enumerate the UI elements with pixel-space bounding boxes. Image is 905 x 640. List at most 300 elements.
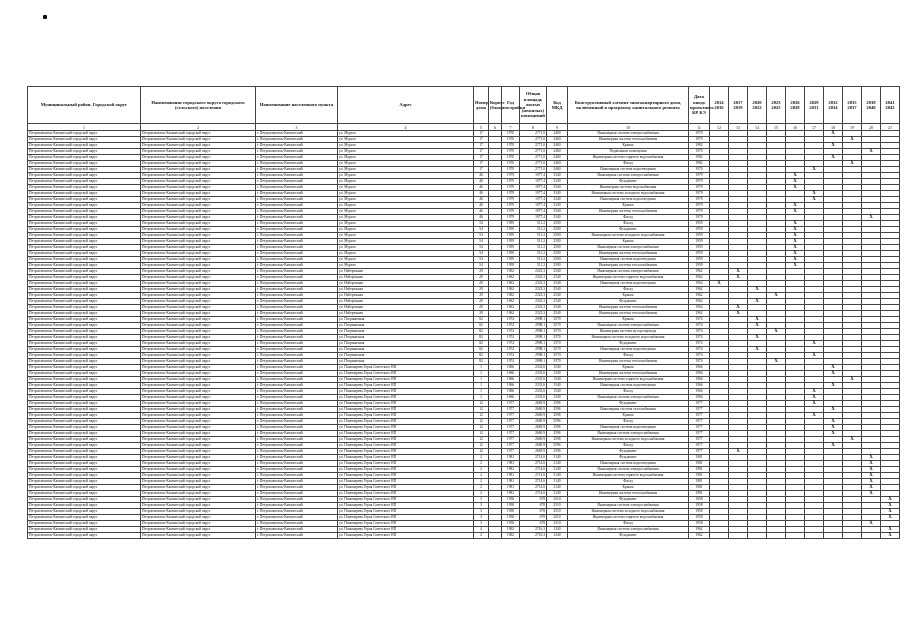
area-cell: 2323,3 [520, 299, 547, 305]
locality-cell: г. Петропавловск-Камчатский [256, 431, 338, 437]
period-cell: X [824, 365, 843, 371]
district-cell: Петропавловск-Камчатский городской округ [28, 137, 141, 143]
district-cell: Петропавловск-Камчатский городской округ [28, 311, 141, 317]
build-year-cell: 1979 [502, 191, 520, 197]
build-year-cell: 1974 [502, 347, 520, 353]
district-cell: Петропавловск-Камчатский городской округ [28, 359, 141, 365]
period-cell: X [748, 335, 767, 341]
house-number-cell: 4 [474, 527, 489, 533]
mkd-code-cell: 1540 [547, 389, 568, 395]
build-year-cell: 1977 [502, 443, 520, 449]
build-year-cell: 1970 [502, 155, 520, 161]
column-header: 2017 2019 [729, 87, 748, 124]
area-cell: 511,2 [520, 251, 547, 257]
area-cell: 2323,3 [520, 275, 547, 281]
locality-cell: г. Петропавловск-Камчатский [256, 365, 338, 371]
commission-date-cell: 1977 [689, 425, 710, 431]
settlement-cell: Петропавловск-Камчатский городской округ [141, 533, 256, 539]
address-cell: ул. Набережная [338, 269, 474, 275]
district-cell: Петропавловск-Камчатский городской округ [28, 221, 141, 227]
house-number-cell: 29 [474, 293, 489, 299]
area-cell: 511,2 [520, 227, 547, 233]
house-number-cell: 1 [474, 389, 489, 395]
house-number-cell: 12 [474, 437, 489, 443]
build-year-cell: 1977 [502, 401, 520, 407]
district-cell: Петропавловск-Камчатский городской округ [28, 203, 141, 209]
column-number-row [28, 124, 900, 131]
period-cell: X [843, 437, 862, 443]
mkd-code-cell: 2540 [547, 305, 568, 311]
locality-cell: г. Петропавловск-Камчатский [256, 137, 338, 143]
area-cell: 2998,1 [520, 359, 547, 365]
period-cell: X [710, 281, 729, 287]
settlement-cell: Петропавловск-Камчатский городской округ [141, 299, 256, 305]
address-cell: ул. Пономарева Героя Советского ВП [338, 419, 474, 425]
mkd-code-cell: 2510 [547, 497, 568, 503]
period-cell: X [862, 521, 881, 527]
commission-date-cell: 1977 [689, 407, 710, 413]
settlement-cell: Петропавловск-Камчатский городской округ [141, 329, 256, 335]
address-cell: ул. Пономарева Героя Советского ВП [338, 371, 474, 377]
element-cell: Инженерная система электроснабжения [568, 431, 689, 437]
element-cell: Подвальные помещения [568, 149, 689, 155]
locality-cell: г. Петропавловск-Камчатский [256, 251, 338, 257]
area-cell: 2323,3 [520, 287, 547, 293]
commission-date-cell: 1977 [689, 449, 710, 455]
house-number-cell: 54 [474, 239, 489, 245]
address-cell: ул. Мурата [338, 203, 474, 209]
commission-date-cell: 1974 [689, 359, 710, 365]
area-cell: 2669,9 [520, 407, 547, 413]
mkd-code-cell: 3140 [547, 467, 568, 473]
mkd-code-cell: 3340 [547, 179, 568, 185]
area-cell: 678 [520, 509, 547, 515]
locality-cell: г. Петропавловск-Камчатский [256, 143, 338, 149]
period-cell: X [805, 413, 824, 419]
build-year-cell: 1959 [502, 257, 520, 263]
element-cell: Крыша [568, 203, 689, 209]
period-cell: X [786, 233, 805, 239]
element-cell: Инженерная система водоотведения [568, 281, 689, 287]
address-cell: ул. Пономарева Героя Советского ВП [338, 401, 474, 407]
mkd-code-cell: 2540 [547, 275, 568, 281]
house-number-cell: 4 [474, 533, 489, 539]
district-cell: Петропавловск-Камчатский городской округ [28, 407, 141, 413]
address-cell: ул. Мурата [338, 227, 474, 233]
commission-date-cell: 1981 [689, 467, 710, 473]
house-number-cell: 46 [474, 191, 489, 197]
column-number: 2 [141, 124, 256, 131]
column-header: 2038 2040 [862, 87, 881, 124]
mkd-code-cell: 2500 [547, 245, 568, 251]
period-cell: X [862, 149, 881, 155]
house-number-cell: 82 [474, 323, 489, 329]
address-cell: ул. Мурата [338, 257, 474, 263]
house-number-cell: 2 [474, 461, 489, 467]
period-cell: X [881, 497, 900, 503]
house-number-cell: 2 [474, 485, 489, 491]
area-cell: 2771,0 [520, 155, 547, 161]
locality-cell: г. Петропавловск-Камчатский [256, 377, 338, 383]
settlement-cell: Петропавловск-Камчатский городской округ [141, 155, 256, 161]
period-cell: X [805, 353, 824, 359]
address-cell: ул. Мурата [338, 137, 474, 143]
address-cell: ул. Пономарева Героя Советского ВП [338, 533, 474, 539]
commission-date-cell: 1974 [689, 335, 710, 341]
period-cell [748, 533, 767, 539]
mkd-code-cell: 2500 [547, 233, 568, 239]
mkd-code-cell: 3340 [547, 185, 568, 191]
district-cell: Петропавловск-Камчатский городской округ [28, 245, 141, 251]
element-cell: Инженерная система теплоснабжения [568, 359, 689, 365]
column-number: 19 [843, 124, 862, 131]
build-year-cell: 1981 [502, 473, 520, 479]
element-cell: Фасад [568, 161, 689, 167]
area-cell: 2716,3 [520, 527, 547, 533]
build-year-cell: 1959 [502, 227, 520, 233]
settlement-cell: Петропавловск-Камчатский городской округ [141, 149, 256, 155]
locality-cell: г. Петропавловск-Камчатский [256, 395, 338, 401]
district-cell: Петропавловск-Камчатский городской округ [28, 185, 141, 191]
period-cell: X [862, 215, 881, 221]
locality-cell: г. Петропавловск-Камчатский [256, 371, 338, 377]
address-cell: ул. Мурата [338, 143, 474, 149]
period-cell: X [881, 527, 900, 533]
area-cell: 2998,1 [520, 317, 547, 323]
locality-cell: г. Петропавловск-Камчатский [256, 203, 338, 209]
locality-cell: г. Петропавловск-Камчатский [256, 413, 338, 419]
district-cell: Петропавловск-Камчатский городской округ [28, 275, 141, 281]
district-cell: Петропавловск-Камчатский городской округ [28, 191, 141, 197]
settlement-cell: Петропавловск-Камчатский городской округ [141, 521, 256, 527]
area-cell: 2998,1 [520, 353, 547, 359]
settlement-cell: Петропавловск-Камчатский городской округ [141, 365, 256, 371]
settlement-cell: Петропавловск-Камчатский городской округ [141, 341, 256, 347]
build-year-cell: 1962 [502, 281, 520, 287]
commission-date-cell: 1981 [689, 455, 710, 461]
period-cell: X [824, 425, 843, 431]
column-header: 2026 2028 [786, 87, 805, 124]
mkd-code-cell: 2540 [547, 311, 568, 317]
address-cell: ул. Пономарева Героя Советского ВП [338, 527, 474, 533]
column-number: 21 [881, 124, 900, 131]
address-cell: ул. Мурата [338, 191, 474, 197]
district-cell: Петропавловск-Камчатский городской округ [28, 533, 141, 539]
address-cell: ул. Пономарева Героя Советского ВП [338, 455, 474, 461]
element-cell: Инженерная система водоотведения [568, 347, 689, 353]
district-cell: Петропавловск-Камчатский городской округ [28, 251, 141, 257]
house-number-cell: 54 [474, 245, 489, 251]
build-year-cell: 1977 [502, 437, 520, 443]
commission-date-cell: 1977 [689, 413, 710, 419]
build-year-cell: 1962 [502, 287, 520, 293]
district-cell: Петропавловск-Камчатский городской округ [28, 269, 141, 275]
area-cell: 511,2 [520, 221, 547, 227]
locality-cell: г. Петропавловск-Камчатский [256, 215, 338, 221]
commission-date-cell: 1970 [689, 131, 710, 137]
build-year-cell: 1979 [502, 215, 520, 221]
area-cell: 2714,6 [520, 479, 547, 485]
element-cell: Крыша [568, 317, 689, 323]
locality-cell: г. Петропавловск-Камчатский [256, 479, 338, 485]
address-cell: ул. Пономарева Героя Советского ВП [338, 521, 474, 527]
commission-date-cell: 1966 [689, 377, 710, 383]
settlement-cell: Петропавловск-Камчатский городской округ [141, 161, 256, 167]
period-cell: X [824, 131, 843, 137]
commission-date-cell: 1959 [689, 227, 710, 233]
column-number: 8 [520, 124, 547, 131]
column-header: Общая площадь жилых (нежилых) помещений [520, 87, 547, 124]
build-year-cell: 1958 [502, 521, 520, 527]
mkd-code-cell: 3140 [547, 455, 568, 461]
element-cell: Фундамент [568, 179, 689, 185]
build-year-cell: 1966 [502, 389, 520, 395]
column-header: Номер дома [474, 87, 489, 124]
settlement-cell: Петропавловск-Камчатский городской округ [141, 473, 256, 479]
mkd-code-cell: 2596 [547, 419, 568, 425]
area-cell: 2669,9 [520, 431, 547, 437]
commission-date-cell: 1977 [689, 419, 710, 425]
commission-date-cell: 1959 [689, 245, 710, 251]
house-number-cell: 29 [474, 275, 489, 281]
commission-date-cell: 1962 [689, 311, 710, 317]
period-cell [786, 533, 805, 539]
build-year-cell: 1981 [502, 461, 520, 467]
commission-date-cell: 1982 [689, 143, 710, 149]
address-cell: ул. Мурата [338, 239, 474, 245]
address-cell: ул. Пономарева Героя Советского ВП [338, 395, 474, 401]
element-cell: Инженерная система водоснабжения [568, 185, 689, 191]
district-cell: Петропавловск-Камчатский городской округ [28, 353, 141, 359]
period-cell [710, 533, 729, 539]
locality-cell: г. Петропавловск-Камчатский [256, 485, 338, 491]
district-cell: Петропавловск-Камчатский городской округ [28, 467, 141, 473]
locality-cell: г. Петропавловск-Камчатский [256, 473, 338, 479]
element-cell: Инженерная система теплоснабжения [568, 311, 689, 317]
district-cell: Петропавловск-Камчатский городской округ [28, 173, 141, 179]
address-cell: ул. Мурата [338, 251, 474, 257]
element-cell: Инженерная система теплоснабжения [568, 209, 689, 215]
period-cell [805, 533, 824, 539]
address-cell: ул. Пономарева Героя Советского ВП [338, 515, 474, 521]
address-cell: ул. Набережная [338, 275, 474, 281]
house-number-cell: 54 [474, 257, 489, 263]
period-cell: X [805, 389, 824, 395]
area-cell: 511,2 [520, 245, 547, 251]
address-cell: ул. Пограничная [338, 317, 474, 323]
mkd-code-cell: 2540 [547, 299, 568, 305]
element-cell: Фундамент [568, 497, 689, 503]
settlement-cell: Петропавловск-Камчатский городской округ [141, 479, 256, 485]
house-number-cell: 46 [474, 209, 489, 215]
build-year-cell: 1962 [502, 293, 520, 299]
element-cell: Инженерная система водоотведения [568, 257, 689, 263]
commission-date-cell: 1959 [689, 239, 710, 245]
settlement-cell: Петропавловск-Камчатский городской округ [141, 275, 256, 281]
period-cell: X [824, 419, 843, 425]
commission-date-cell: 1977 [689, 401, 710, 407]
area-cell: 2998,1 [520, 335, 547, 341]
period-cell: X [729, 269, 748, 275]
area-cell: 2714,6 [520, 467, 547, 473]
house-number-cell: 17 [474, 143, 489, 149]
commission-date-cell: 1970 [689, 137, 710, 143]
locality-cell: г. Петропавловск-Камчатский [256, 173, 338, 179]
build-year-cell: 1959 [502, 233, 520, 239]
address-cell: ул. Пономарева Героя Советского ВП [338, 509, 474, 515]
commission-date-cell: 1979 [689, 215, 710, 221]
mkd-code-cell: 3570 [547, 329, 568, 335]
locality-cell: г. Петропавловск-Камчатский [256, 131, 338, 137]
area-cell: 2669,9 [520, 437, 547, 443]
element-cell: Инженерная система водоотведения [568, 461, 689, 467]
settlement-cell: Петропавловск-Камчатский городской округ [141, 317, 256, 323]
table-header [28, 87, 900, 131]
settlement-cell: Петропавловск-Камчатский городской округ [141, 407, 256, 413]
address-cell: ул. Мурата [338, 197, 474, 203]
house-number-cell: 46 [474, 173, 489, 179]
locality-cell: г. Петропавловск-Камчатский [256, 191, 338, 197]
mkd-code-cell: 2500 [547, 227, 568, 233]
period-cell: X [824, 407, 843, 413]
district-cell: Петропавловск-Камчатский городской округ [28, 497, 141, 503]
period-cell: X [767, 359, 786, 365]
mkd-code-cell: 2460 [547, 137, 568, 143]
settlement-cell: Петропавловск-Камчатский городской округ [141, 467, 256, 473]
house-number-cell: 1 [474, 383, 489, 389]
period-cell: X [786, 179, 805, 185]
commission-date-cell: 1974 [689, 347, 710, 353]
settlement-cell: Петропавловск-Камчатский городской округ [141, 527, 256, 533]
address-cell: ул. Пономарева Героя Советского ВП [338, 485, 474, 491]
column-number: 4 [338, 124, 474, 131]
settlement-cell: Петропавловск-Камчатский городской округ [141, 239, 256, 245]
settlement-cell: Петропавловск-Камчатский городской округ [141, 191, 256, 197]
column-number: 15 [767, 124, 786, 131]
period-cell [824, 533, 843, 539]
period-cell: X [862, 491, 881, 497]
locality-cell: г. Петропавловск-Камчатский [256, 221, 338, 227]
commission-date-cell: 1974 [689, 323, 710, 329]
house-number-cell: 82 [474, 353, 489, 359]
mkd-code-cell: 2500 [547, 257, 568, 263]
address-cell: ул. Мурата [338, 245, 474, 251]
element-cell: Фундамент [568, 455, 689, 461]
settlement-cell: Петропавловск-Камчатский городской округ [141, 311, 256, 317]
house-number-cell: 17 [474, 167, 489, 173]
mkd-code-cell: 2540 [547, 281, 568, 287]
locality-cell: г. Петропавловск-Камчатский [256, 515, 338, 521]
build-year-cell: 1959 [502, 251, 520, 257]
column-header: 2029 2031 [805, 87, 824, 124]
commission-date-cell: 1979 [689, 203, 710, 209]
commission-date-cell: 1958 [689, 497, 710, 503]
area-cell: 678 [520, 497, 547, 503]
locality-cell: г. Петропавловск-Камчатский [256, 167, 338, 173]
locality-cell: г. Петропавловск-Камчатский [256, 527, 338, 533]
settlement-cell: Петропавловск-Камчатский городской округ [141, 389, 256, 395]
settlement-cell: Петропавловск-Камчатский городской округ [141, 437, 256, 443]
settlement-cell: Петропавловск-Камчатский городской округ [141, 233, 256, 239]
column-number: 11 [689, 124, 710, 131]
commission-date-cell: 1962 [689, 527, 710, 533]
mkd-code-cell: 2510 [547, 515, 568, 521]
period-cell: X [843, 137, 862, 143]
period-cell: X [805, 191, 824, 197]
address-cell: ул. Пономарева Героя Советского ВП [338, 365, 474, 371]
commission-date-cell: 1962 [689, 305, 710, 311]
area-cell: 2998,1 [520, 347, 547, 353]
area-cell: 2323,3 [520, 311, 547, 317]
house-number-cell: 12 [474, 449, 489, 455]
locality-cell: г. Петропавловск-Камчатский [256, 425, 338, 431]
district-cell: Петропавловск-Камчатский городской округ [28, 503, 141, 509]
settlement-cell: Петропавловск-Камчатский городской округ [141, 371, 256, 377]
mkd-code-cell: 1540 [547, 395, 568, 401]
locality-cell: г. Петропавловск-Камчатский [256, 275, 338, 281]
element-cell: Фундамент [568, 341, 689, 347]
settlement-cell: Петропавловск-Камчатский городской округ [141, 257, 256, 263]
address-cell: ул. Пономарева Героя Советского ВП [338, 461, 474, 467]
mkd-code-cell: 2500 [547, 251, 568, 257]
commission-date-cell: 1962 [689, 299, 710, 305]
house-number-cell: 17 [474, 137, 489, 143]
address-cell: ул. Пограничная [338, 323, 474, 329]
period-cell: X [748, 317, 767, 323]
area-cell: 2771,0 [520, 131, 547, 137]
commission-date-cell: 1979 [689, 191, 710, 197]
mkd-code-cell: 2460 [547, 161, 568, 167]
locality-cell: г. Петропавловск-Камчатский [256, 185, 338, 191]
address-cell: ул. Набережная [338, 287, 474, 293]
mkd-code-cell: 3570 [547, 353, 568, 359]
commission-date-cell: 1958 [689, 503, 710, 509]
address-cell: ул. Мурата [338, 149, 474, 155]
area-cell: 2669,9 [520, 425, 547, 431]
element-cell: Инженерная система водоотведения [568, 167, 689, 173]
district-cell: Петропавловск-Камчатский городской округ [28, 515, 141, 521]
build-year-cell: 1959 [502, 245, 520, 251]
area-cell: 2333,6 [520, 365, 547, 371]
build-year-cell: 1979 [502, 173, 520, 179]
house-number-cell: 82 [474, 335, 489, 341]
area-cell: 1977,4 [520, 215, 547, 221]
locality-cell: г. Петропавловск-Камчатский [256, 335, 338, 341]
house-number-cell: 12 [474, 401, 489, 407]
locality-cell: г. Петропавловск-Камчатский [256, 497, 338, 503]
address-cell: ул. Мурата [338, 185, 474, 191]
area-cell: 2771,0 [520, 143, 547, 149]
period-cell: X [748, 299, 767, 305]
column-header: 2014 2016 [710, 87, 729, 124]
locality-cell: г. Петропавловск-Камчатский [256, 269, 338, 275]
build-year-cell: 1981 [502, 455, 520, 461]
settlement-cell: Петропавловск-Камчатский городской округ [141, 461, 256, 467]
area-cell: 2333,6 [520, 395, 547, 401]
build-year-cell: 1981 [502, 479, 520, 485]
house-number-cell: 54 [474, 221, 489, 227]
district-cell: Петропавловск-Камчатский городской округ [28, 257, 141, 263]
settlement-cell: Петропавловск-Камчатский городской округ [141, 251, 256, 257]
mkd-code-cell: 3340 [547, 203, 568, 209]
area-cell: 2333,6 [520, 383, 547, 389]
settlement-cell: Петропавловск-Камчатский городской округ [141, 449, 256, 455]
settlement-cell: Петропавловск-Камчатский городской округ [141, 335, 256, 341]
settlement-cell: Петропавловск-Камчатский городской округ [141, 167, 256, 173]
period-cell: X [786, 209, 805, 215]
district-cell: Петропавловск-Камчатский городской округ [28, 365, 141, 371]
mkd-code-cell: 3570 [547, 323, 568, 329]
